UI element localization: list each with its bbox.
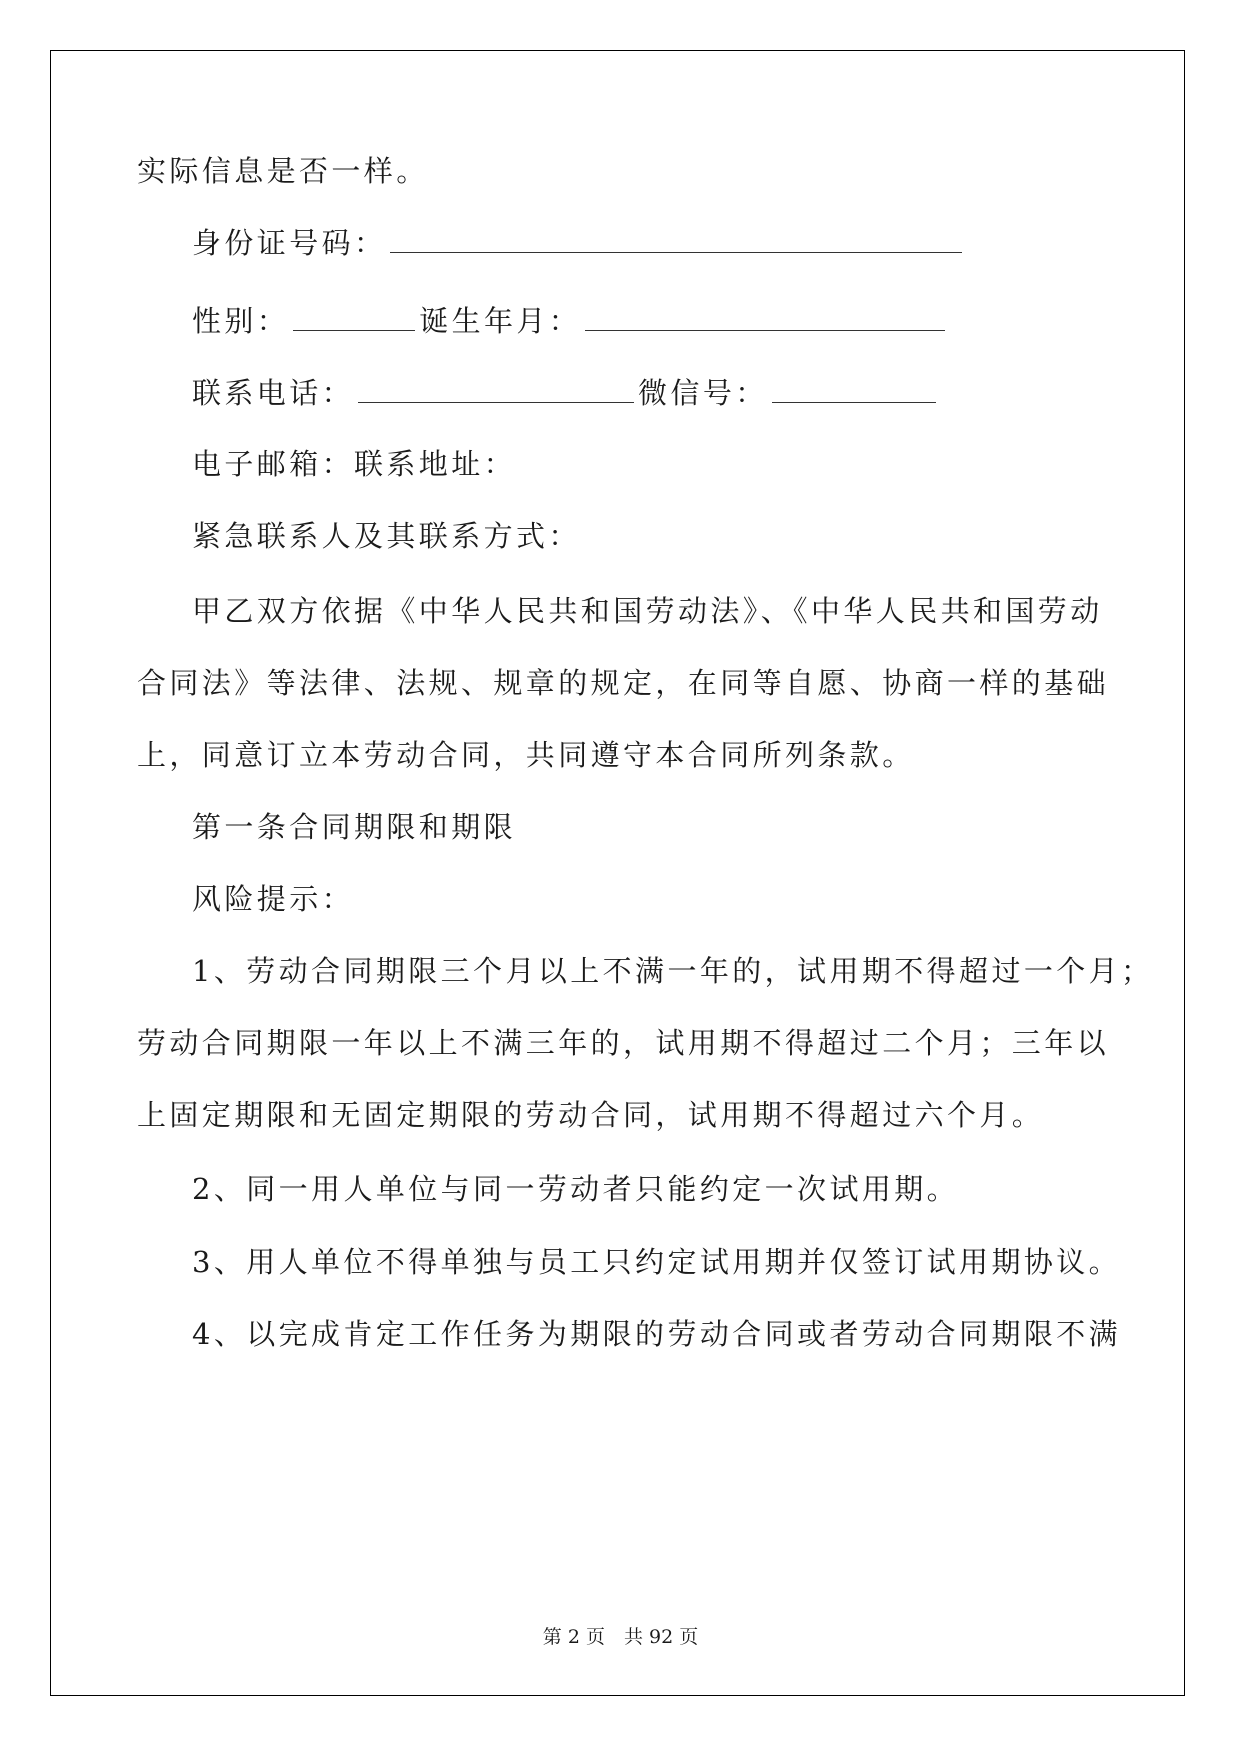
wechat-field[interactable] <box>772 380 936 403</box>
gender-birth-line <box>192 304 949 338</box>
email-address-line: 电子邮箱：联系地址： <box>192 447 517 481</box>
page-number-footer: 第 2 页 共 92 页 <box>542 1626 699 1648</box>
list-item: 4、以完成肯定工作任务为期限的劳动合同或者劳动合同期限不满 <box>192 1317 1122 1351</box>
gender-field[interactable] <box>293 308 415 331</box>
phone-label: 联系电话： <box>192 376 355 410</box>
phone-wechat-line <box>192 376 940 410</box>
list-item: 1、劳动合同期限三个月以上不满一年的，试用期不得超过一个月； <box>192 954 1154 988</box>
wechat-label: 微信号： <box>638 376 768 410</box>
birth-field[interactable] <box>585 308 945 331</box>
id-number-label: 身份证号码： <box>192 226 387 260</box>
list-item-continuation: 上固定期限和无固定期限的劳动合同，试用期不得超过六个月。 <box>137 1098 1045 1132</box>
gender-label: 性别： <box>192 304 290 338</box>
list-item-continuation: 劳动合同期限一年以上不满三年的，试用期不得超过二个月；三年以 <box>137 1026 1110 1060</box>
list-item: 2、同一用人单位与同一劳动者只能约定一次试用期。 <box>192 1172 960 1206</box>
phone-field[interactable] <box>358 380 634 403</box>
paragraph-line: 合同法》等法律、法规、规章的规定，在同等自愿、协商一样的基础 <box>137 666 1110 700</box>
list-item: 3、用人单位不得单独与员工只约定试用期并仅签订试用期协议。 <box>192 1245 1122 1279</box>
page-border <box>50 50 1185 1696</box>
emergency-contact-line: 紧急联系人及其联系方式： <box>192 519 581 553</box>
paragraph-line: 甲乙双方依据《中华人民共和国劳动法》、《中华人民共和国劳动 <box>192 594 1103 628</box>
id-number-line <box>192 226 966 260</box>
id-number-field[interactable] <box>390 230 962 253</box>
risk-heading: 风险提示： <box>192 882 355 916</box>
text-line: 实际信息是否一样。 <box>137 154 429 188</box>
birth-label: 诞生年月： <box>419 304 582 338</box>
paragraph-line: 上，同意订立本劳动合同，共同遵守本合同所列条款。 <box>137 738 915 772</box>
article-heading: 第一条合同期限和期限 <box>192 810 517 844</box>
